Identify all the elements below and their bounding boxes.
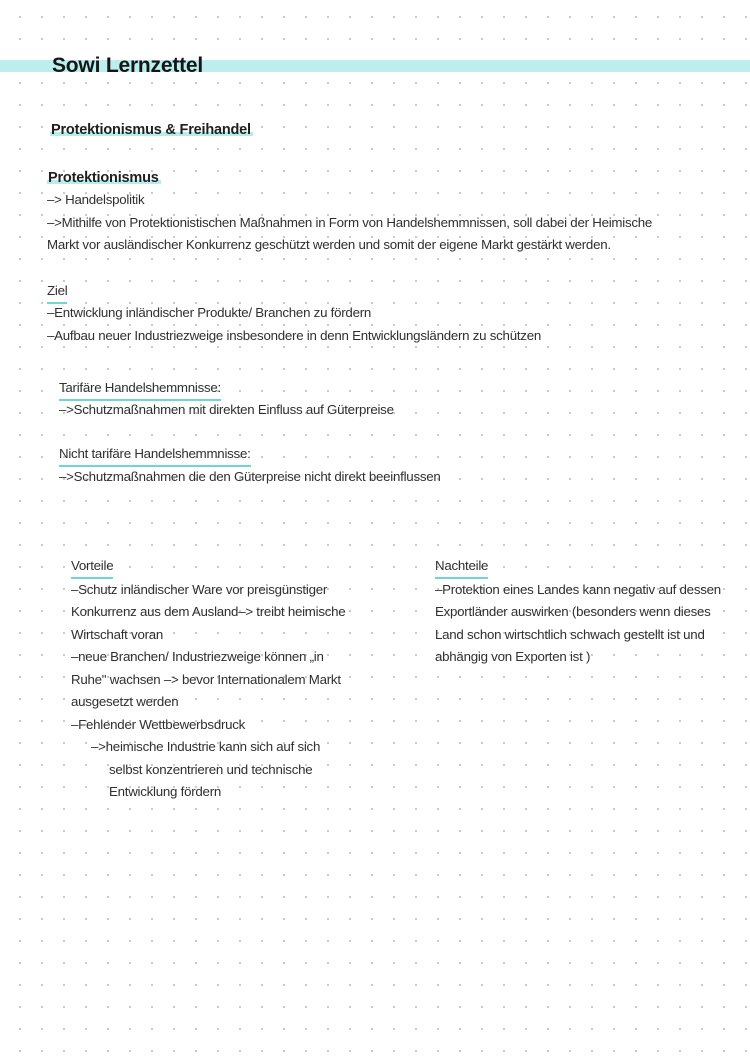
vorteile-line: ausgesetzt werden <box>71 694 179 709</box>
nachteile-heading <box>435 555 745 579</box>
nachteile-heading-text: Nachteile <box>435 555 488 579</box>
tarifaer-line: –>Schutzmaßnahmen mit direkten Einfluss auf Güterpreise <box>59 402 394 417</box>
tarifaer-heading-text: Tarifäre Handelshemmnisse: <box>59 377 221 401</box>
vorteile-line: –Schutz inländischer Ware vor preisgünstiger <box>71 581 328 597</box>
ziel-line: –Entwicklung inländischer Produkte/ Branchen zu fördern <box>47 305 372 320</box>
ziel-line: –Aufbau neuer Industriezweige insbesondere in denn Entwicklungsländern zu schützen <box>47 327 541 343</box>
ziel-heading <box>47 280 67 304</box>
vorteile-line: Ruhe" wachsen –> bevor Internationalem Markt <box>71 671 341 687</box>
protektionismus-heading-text: Protektionismus <box>48 170 159 186</box>
vorteile-line: Konkurrenz aus dem Ausland–> treibt heimische <box>71 604 346 619</box>
nicht-tarifaer-heading <box>59 443 251 467</box>
protektionismus-body <box>47 189 652 257</box>
vorteile-heading-text: Vorteile <box>71 555 113 579</box>
vorteile-line: –>heimische Industrie kann sich auf sich <box>91 739 321 754</box>
vorteile-column <box>71 555 401 804</box>
vorteile-line: –Fehlender Wettbewerbsdruck <box>71 716 246 732</box>
subtitle-text: Protektionismus & Freihandel <box>51 122 251 138</box>
ziel-heading-text: Ziel <box>47 280 67 304</box>
nachteile-line: Land schon wirtschtlich schwach gestellt ist und <box>435 626 705 642</box>
nicht-tarifaer-heading-text: Nicht tarifäre Handelshemmnisse: <box>59 443 251 467</box>
vorteile-line: Entwicklung fördern <box>109 784 222 799</box>
nachteile-line: abhängig von Exporten ist ) <box>435 649 591 664</box>
nachteile-line: Exportländer auswirken (besonders wenn dieses <box>435 604 711 619</box>
tarifaer-heading <box>59 377 221 401</box>
vorteile-line: Wirtschaft voran <box>71 626 164 642</box>
page-title: Sowi Lernzettel <box>52 54 204 77</box>
protektionismus-line: –>Mithilfe von Protektionistischen Maßnahmen in Form von Handelshemmnissen, soll dabei der Heimische <box>47 214 653 230</box>
vorteile-line: selbst konzentrieren und technische <box>109 761 313 777</box>
vorteile-line: –neue Branchen/ Industriezweige können „in <box>71 649 324 664</box>
nachteile-column <box>435 555 745 669</box>
nachteile-line: –Protektion eines Landes kann negativ auf dessen <box>435 581 721 597</box>
ziel-body <box>47 302 541 347</box>
protektionismus-heading <box>47 170 161 186</box>
nicht-tarifaer-line: –>Schutzmaßnahmen die den Güterpreise nicht direkt beeinflussen <box>59 469 441 484</box>
protektionismus-line: Markt vor ausländischer Konkurrenz geschützt werden und somit der eigene Markt gestärkt werden. <box>47 237 611 252</box>
vorteile-heading <box>71 555 401 579</box>
subtitle <box>50 122 253 138</box>
protektionismus-line: –> Handelspolitik <box>47 192 145 207</box>
